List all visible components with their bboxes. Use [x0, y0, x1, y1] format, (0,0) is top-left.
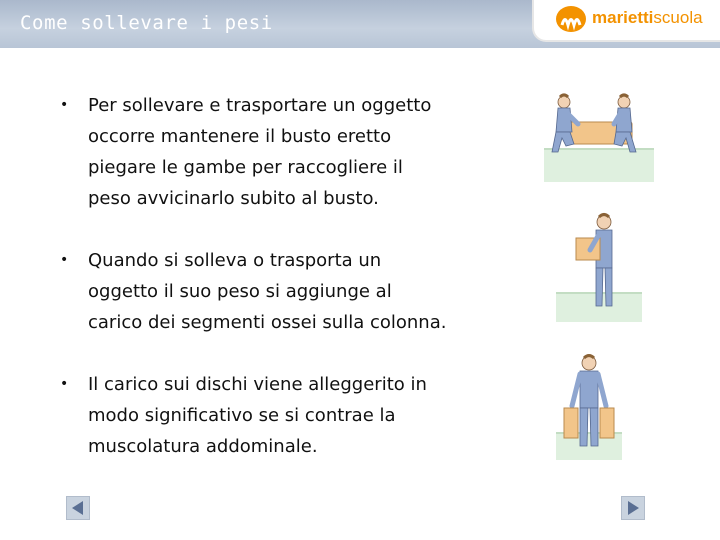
bullet-line: muscolatura addominale.	[88, 436, 318, 457]
bullet-item	[58, 369, 498, 462]
previous-slide-button[interactable]	[66, 496, 90, 520]
person-carrying-box-illustration	[556, 212, 642, 322]
triangle-right-icon	[622, 497, 644, 519]
bullet-line: Per sollevare e trasportare un oggetto	[88, 95, 432, 116]
logo-brand-thin: scuola	[653, 8, 703, 27]
triangle-left-icon	[67, 497, 89, 519]
person-carrying-bags-illustration	[556, 354, 622, 460]
bullet-item	[58, 90, 498, 214]
marietti-logo-icon	[556, 6, 586, 32]
bullet-line: carico dei segmenti ossei sulla colonna.	[88, 312, 447, 333]
bullet-line: piegare le gambe per raccogliere il	[88, 157, 403, 178]
title-bar	[0, 0, 720, 51]
logo-brand-bold: marietti	[592, 8, 654, 27]
bullet-list	[58, 90, 498, 493]
bullet-line: modo significativo se si contrae la	[88, 405, 396, 426]
slide-title: Come sollevare i pesi	[20, 12, 273, 34]
bullet-dot: •	[60, 376, 69, 392]
bullet-dot: •	[60, 97, 69, 113]
publisher-logo	[532, 0, 720, 42]
next-slide-button[interactable]	[621, 496, 645, 520]
bullet-line: peso avvicinarlo subito al busto.	[88, 188, 379, 209]
bullet-line: Quando si solleva o trasporta un	[88, 250, 382, 271]
bullet-item	[58, 245, 498, 338]
bullet-line: occorre mantenere il busto eretto	[88, 126, 392, 147]
bullet-line: oggetto il suo peso si aggiunge al	[88, 281, 392, 302]
two-people-lifting-illustration	[544, 92, 654, 184]
logo-wordmark	[592, 8, 703, 28]
bullet-line: Il carico sui dischi viene alleggerito in	[88, 374, 427, 395]
bullet-dot: •	[60, 252, 69, 268]
